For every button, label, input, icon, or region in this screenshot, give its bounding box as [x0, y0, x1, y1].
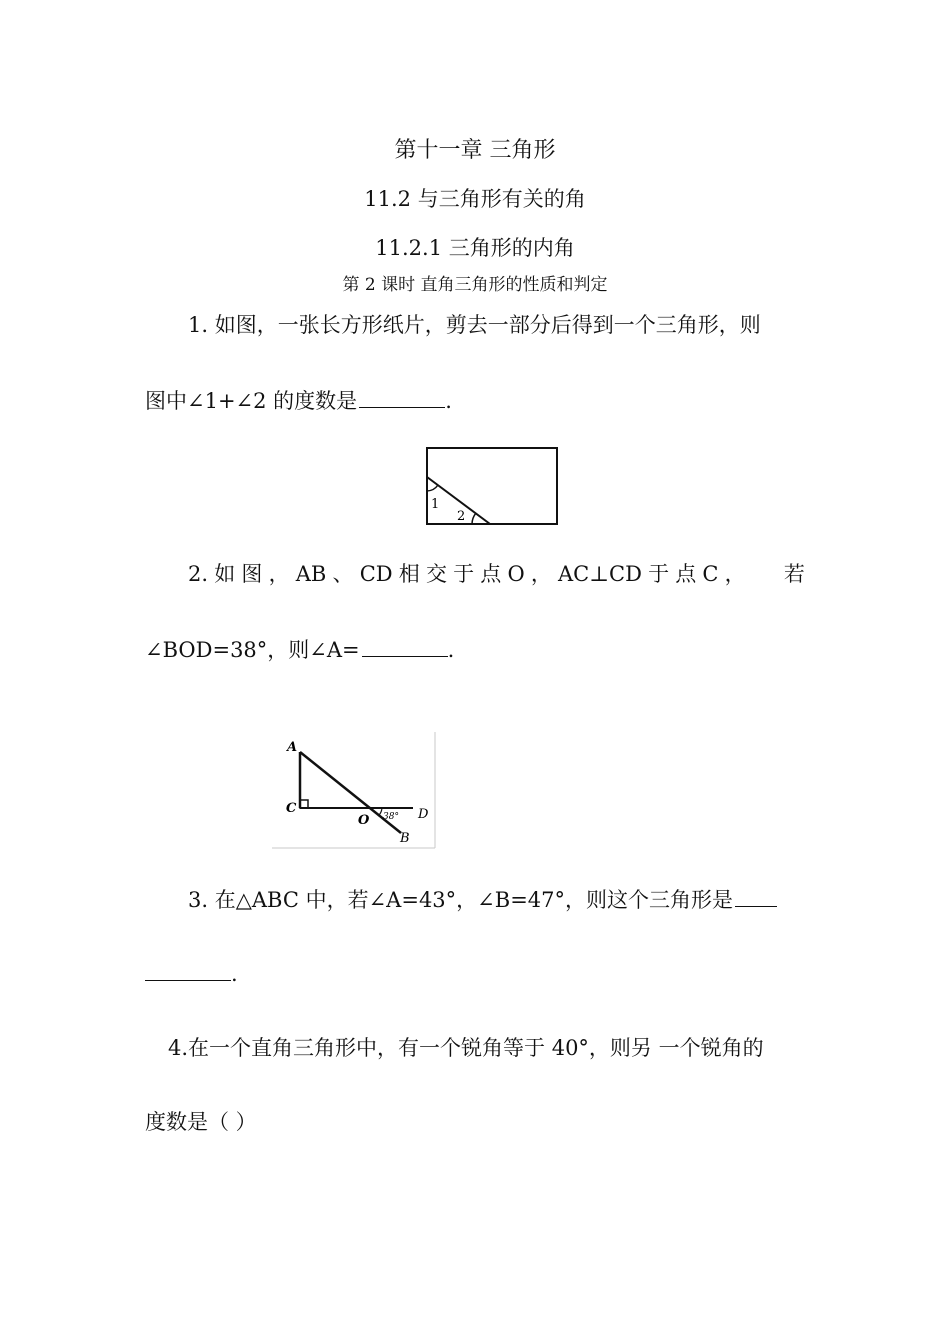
angle2-label: 2 — [457, 509, 466, 524]
point-O-label: O — [358, 813, 370, 828]
q2-word: CD — [359, 562, 393, 586]
q1-line1: 1. 如图，一张长方形纸片，剪去一部分后得到一个三角形，则 — [188, 313, 761, 337]
angle1-arc — [427, 485, 438, 491]
q2-line1 — [188, 564, 805, 585]
q3-answer-blank-part1 — [735, 888, 777, 907]
point-B-label: B — [400, 831, 410, 846]
q2-word: O — [507, 562, 525, 586]
q2-figure — [270, 730, 440, 852]
q3-line1-text: 3. 在△ABC 中，若∠A=43°，∠B=47°，则这个三角形是 — [188, 888, 734, 912]
q2-word: 如 — [214, 562, 236, 586]
angle1-label: 1 — [431, 497, 440, 512]
q1-figure — [420, 443, 565, 531]
q2-word: 交 — [425, 562, 447, 586]
point-C-label: C — [286, 801, 297, 816]
subsection-title: 11.2.1 三角形的内角 — [375, 236, 575, 260]
q3-line1 — [188, 888, 777, 911]
q1-answer-blank — [359, 389, 445, 408]
q2-word: AB — [295, 562, 327, 586]
q2-word: AC⊥CD — [558, 562, 642, 586]
point-A-label: A — [287, 740, 298, 755]
q2-line2 — [145, 638, 454, 661]
q2-word: ， — [530, 562, 552, 586]
section-title: 11.2 与三角形有关的角 — [364, 187, 586, 211]
angle-38-label: 38° — [383, 812, 399, 822]
chapter-title: 第十一章 三角形 — [394, 138, 556, 163]
q3-answer-blank-part2 — [145, 962, 231, 981]
q1-line2-end: . — [445, 389, 452, 413]
rectangle-paper — [427, 448, 557, 524]
q2-word: 2. — [188, 562, 209, 586]
q2-answer-blank — [362, 638, 448, 657]
q4-line1: 4.在一个直角三角形中，有一个锐角等于 40°，则另 一个锐角的 — [168, 1036, 764, 1060]
q2-word: 点 — [480, 562, 502, 586]
q2-word: ， — [724, 562, 746, 586]
q2-word: 图 — [241, 562, 263, 586]
q2-word: C — [702, 562, 719, 586]
q2-line2-text: ∠BOD=38°，则∠A= — [145, 638, 360, 662]
q2-word: 于 — [453, 562, 475, 586]
q2-word: 、 — [332, 562, 354, 586]
q1-line2 — [145, 389, 452, 412]
lesson-title: 第 2 课时 直角三角形的性质和判定 — [342, 275, 608, 295]
q4-line2: 度数是（ ） — [145, 1110, 257, 1134]
q3-line2 — [145, 962, 238, 985]
q3-line2-end: . — [231, 962, 238, 986]
q2-word: 相 — [398, 562, 420, 586]
q2-word: 若 — [783, 562, 805, 586]
q2-word: ， — [268, 562, 290, 586]
point-D-label: D — [418, 807, 429, 822]
q2-word: 点 — [675, 562, 697, 586]
q1-line2-text: 图中∠1+∠2 的度数是 — [145, 389, 358, 413]
angle2-arc — [472, 513, 476, 524]
q2-word: 于 — [648, 562, 670, 586]
q2-line2-end: . — [447, 638, 455, 662]
